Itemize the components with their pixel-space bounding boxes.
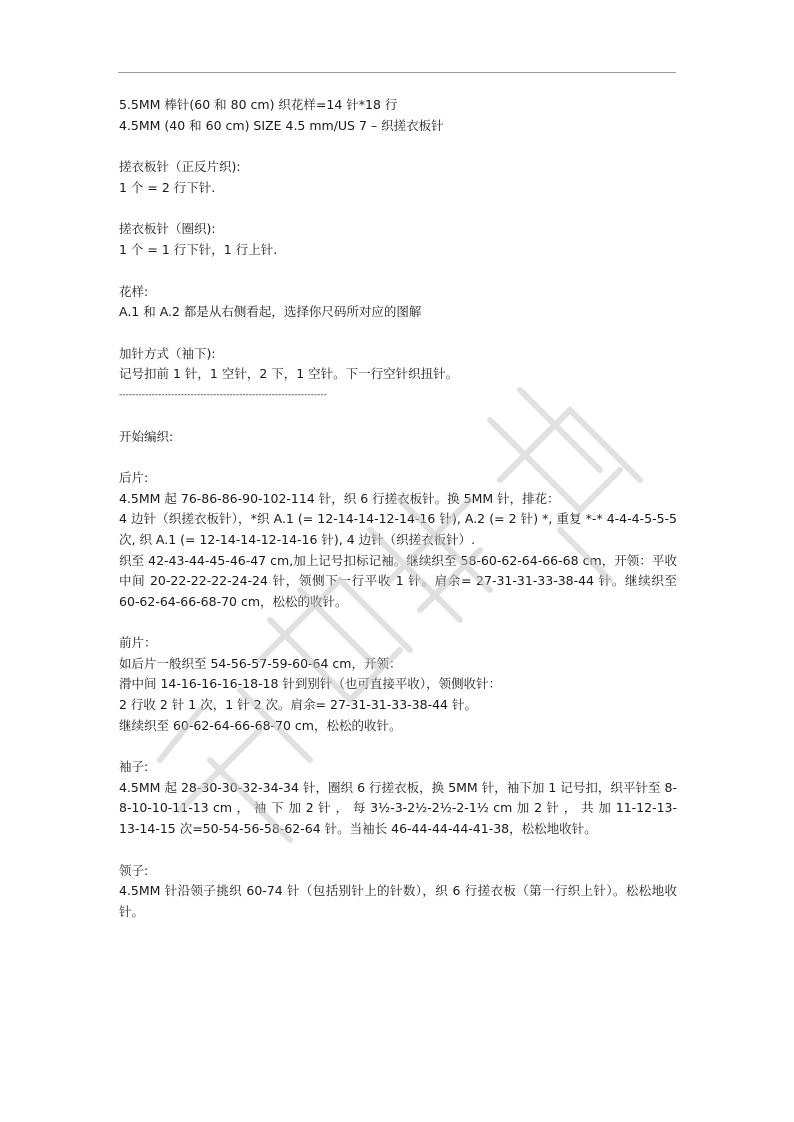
back-title: 后片: [119,470,149,486]
front-line-1: 如后片一般织至 54-56-57-59-60-64 cm，开领： [119,655,402,671]
front-line-2: 滑中间 14-16-16-16-18-18 针到别针（也可直接平收），领侧收针： [119,676,502,692]
garter-flat-title: 搓衣板针（正反片织): [119,159,241,175]
front-line-3: 2 行收 2 针 1 次，1 针 2 次。肩余= 27-31-31-33-38-44 针。 [119,697,477,713]
garter-flat-text: 1 个 = 2 行下针. [119,179,216,195]
sleeve-text: 4.5MM 起 28-30-30-32-34-34 针，圈织 6 行搓衣板，换 5MM 针，袖下加 1 记号扣，织平针至 8-8-10-10-11-13 cm ， 袖 下 加 2 针 ， 每 3½-3-2½-2½-2-1½ cm 加 2 针 ， 共 加 11-12-13-13-14-15 次=50-54-56-58-62-64 针。当袖长 46-44-44-44-41-38，松松地收针。 [119,779,677,837]
garter-round-title: 搓衣板针（圈织): [119,221,216,237]
separator-line: ---------------------------------------------------------------- [119,389,327,400]
header-rule [118,72,676,73]
collar-text: 4.5MM 针沿领子挑织 60-74 针（包括别针上的针数），织 6 行搓衣板（第一行织上针）。松松地收针。 [119,883,677,919]
increase-text: 记号扣前 1 针，1 空针，2 下，1 空针。下一行空针织扭针。 [119,366,459,382]
needles-line-1: 5.5MM 棒针(60 和 80 cm) 织花样=14 针*18 行 [119,97,398,112]
back-para-1: 4.5MM 起 76-86-86-90-102-114 针，织 6 行搓衣板针。换 5MM 针，排花： [119,490,560,506]
front-line-4: 继续织至 60-62-64-66-68-70 cm，松松的收针。 [119,717,402,733]
sleeve-title: 袖子: [119,759,149,775]
front-title: 前片： [119,635,157,651]
garter-round-text: 1 个 = 1 行下针，1 行上针. [119,241,278,257]
increase-title: 加针方式（袖下): [119,345,216,361]
pattern-title: 花样: [119,283,149,299]
document-body [119,95,677,922]
back-para-3: 织至 42-43-44-45-46-47 cm,加上记号扣标记袖。继续织至 58-60-62-64-66-68 cm，开领：平收中间 20-22-22-22-24-24 针，领侧下一行平收 1 针。肩余= 27-31-31-33-38-44 针。继续织至 60-62-64-66-68-70 cm，松松的收针。 [119,552,677,609]
start-heading: 开始编织: [119,428,174,444]
back-para-2: 4 边针（织搓衣板针），*织 A.1 (= 12-14-14-12-14-16 针), A.2 (= 2 针) *, 重复 *-* 4-4-4-5-5-5 次, 织 A.1 (= 12-14-14-12-14-16 针), 4 边针（织搓衣板针）. [119,511,677,547]
collar-title: 领子: [119,862,149,878]
pattern-text: A.1 和 A.2 都是从右侧看起，选择你尺码所对应的图解 [119,304,422,320]
needles-line-2: 4.5MM (40 和 60 cm) SIZE 4.5 mm/US 7 – 织搓衣板针 [119,117,444,133]
